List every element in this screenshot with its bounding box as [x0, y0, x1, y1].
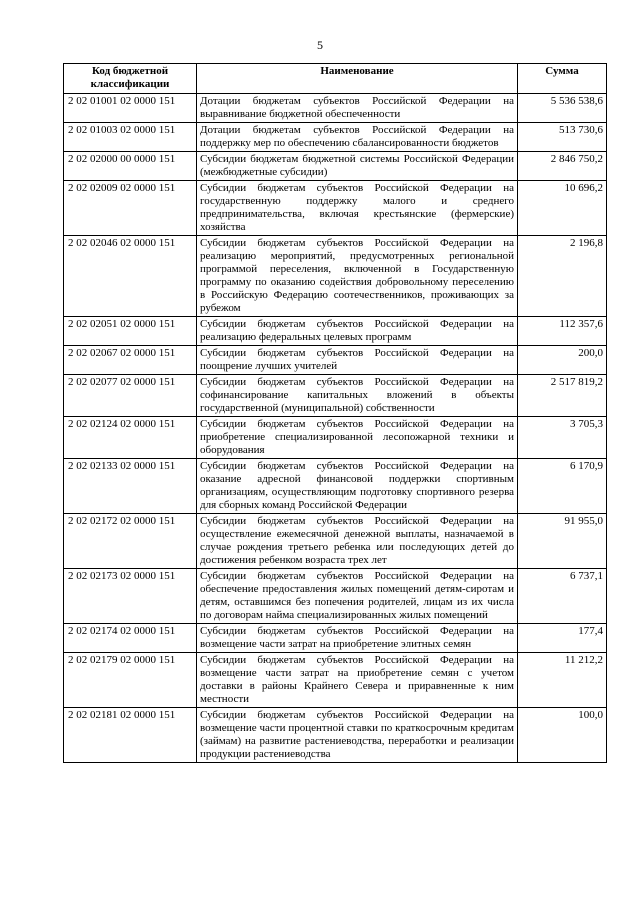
cell-code: 2 02 02179 02 0000 151 [64, 653, 197, 708]
cell-name: Субсидии бюджетам бюджетной системы Российской Федерации (межбюджетные субсидии) [197, 152, 518, 181]
cell-sum: 513 730,6 [518, 123, 607, 152]
table-row [64, 459, 607, 514]
cell-sum: 11 212,2 [518, 653, 607, 708]
cell-name: Субсидии бюджетам субъектов Российской Федерации на реализацию федеральных целевых программ [197, 317, 518, 346]
table-body [64, 94, 607, 763]
header-code: Код бюджетной классификации [64, 64, 197, 94]
cell-name: Субсидии бюджетам субъектов Российской Федерации на поощрение лучших учителей [197, 346, 518, 375]
table-row [64, 236, 607, 317]
table-row [64, 653, 607, 708]
cell-code: 2 02 02124 02 0000 151 [64, 417, 197, 459]
cell-code: 2 02 02067 02 0000 151 [64, 346, 197, 375]
cell-sum: 100,0 [518, 708, 607, 763]
header-name: Наименование [197, 64, 518, 94]
table-row [64, 514, 607, 569]
cell-name: Дотации бюджетам субъектов Российской Федерации на поддержку мер по обеспечению сбалансированности бюджетов [197, 123, 518, 152]
cell-code: 2 02 02000 00 0000 151 [64, 152, 197, 181]
cell-sum: 3 705,3 [518, 417, 607, 459]
budget-table [63, 63, 607, 763]
cell-sum: 2 517 819,2 [518, 375, 607, 417]
cell-name: Дотации бюджетам субъектов Российской Федерации на выравнивание бюджетной обеспеченности [197, 94, 518, 123]
header-sum: Сумма [518, 64, 607, 94]
cell-name: Субсидии бюджетам субъектов Российской Федерации на оказание адресной финансовой поддержки спортивным организациям, осуществляющим подготовку спортивного резерва для сборных команд Российской Федерации [197, 459, 518, 514]
cell-sum: 200,0 [518, 346, 607, 375]
cell-code: 2 02 02174 02 0000 151 [64, 624, 197, 653]
cell-name: Субсидии бюджетам субъектов Российской Федерации на софинансирование капитальных вложений в объекты государственной (муниципальной) собственности [197, 375, 518, 417]
cell-sum: 2 846 750,2 [518, 152, 607, 181]
cell-sum: 2 196,8 [518, 236, 607, 317]
page-number: 5 [317, 38, 323, 52]
cell-name: Субсидии бюджетам субъектов Российской Федерации на возмещение части затрат на приобретение семян с учетом доставки в районы Крайнего Севера и приравненные к ним местности [197, 653, 518, 708]
cell-name: Субсидии бюджетам субъектов Российской Федерации на осуществление ежемесячной денежной выплаты, назначаемой в случае рождения третьего ребенка или последующих детей до достижения ребенком возраста трех лет [197, 514, 518, 569]
table-row [64, 181, 607, 236]
table-row [64, 94, 607, 123]
cell-code: 2 02 02077 02 0000 151 [64, 375, 197, 417]
cell-code: 2 02 02051 02 0000 151 [64, 317, 197, 346]
cell-sum: 6 170,9 [518, 459, 607, 514]
cell-sum: 10 696,2 [518, 181, 607, 236]
table-row [64, 375, 607, 417]
cell-sum: 91 955,0 [518, 514, 607, 569]
cell-code: 2 02 02009 02 0000 151 [64, 181, 197, 236]
cell-code: 2 02 01003 02 0000 151 [64, 123, 197, 152]
cell-name: Субсидии бюджетам субъектов Российской Федерации на возмещение части процентной ставки по краткосрочным кредитам (займам) на развитие растениеводства, переработки и реализации продукции растениеводства [197, 708, 518, 763]
cell-sum: 6 737,1 [518, 569, 607, 624]
cell-name: Субсидии бюджетам субъектов Российской Федерации на приобретение специализированной лесопожарной техники и оборудования [197, 417, 518, 459]
cell-name: Субсидии бюджетам субъектов Российской Федерации на возмещение части затрат на приобретение элитных семян [197, 624, 518, 653]
cell-code: 2 02 02181 02 0000 151 [64, 708, 197, 763]
cell-name: Субсидии бюджетам субъектов Российской Федерации на реализацию мероприятий, предусмотренных региональной программой переселения, включенной в Государственную программу по оказанию содействия добровольному переселению в Российскую Федерацию соотечественников, проживающих за рубежом [197, 236, 518, 317]
cell-code: 2 02 02046 02 0000 151 [64, 236, 197, 317]
table-row [64, 123, 607, 152]
table-row [64, 569, 607, 624]
table-row [64, 708, 607, 763]
cell-code: 2 02 02133 02 0000 151 [64, 459, 197, 514]
cell-sum: 177,4 [518, 624, 607, 653]
table-header-row [64, 64, 607, 94]
table-row [64, 346, 607, 375]
table-row [64, 152, 607, 181]
table-row [64, 624, 607, 653]
cell-code: 2 02 02173 02 0000 151 [64, 569, 197, 624]
cell-name: Субсидии бюджетам субъектов Российской Федерации на обеспечение предоставления жилых помещений детям-сиротам и детям, оставшимся без попечения родителей, лицам из их числа по договорам найма специализированных жилых помещений [197, 569, 518, 624]
cell-code: 2 02 01001 02 0000 151 [64, 94, 197, 123]
cell-name: Субсидии бюджетам субъектов Российской Федерации на государственную поддержку малого и среднего предпринимательства, включая крестьянские (фермерские) хозяйства [197, 181, 518, 236]
table-row [64, 317, 607, 346]
table-row [64, 417, 607, 459]
cell-sum: 5 536 538,6 [518, 94, 607, 123]
cell-sum: 112 357,6 [518, 317, 607, 346]
cell-code: 2 02 02172 02 0000 151 [64, 514, 197, 569]
